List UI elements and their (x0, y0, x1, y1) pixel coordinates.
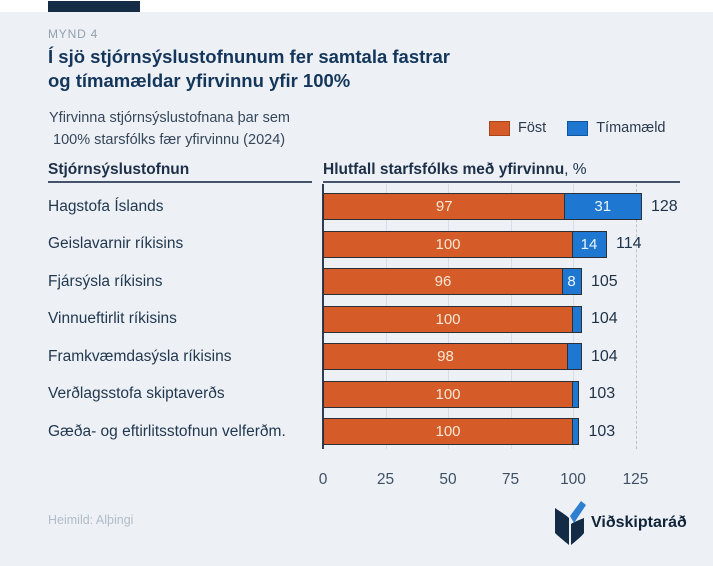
row-label: Gæða- og eftirlitsstofnun velferðm. (48, 422, 286, 440)
total-label: 105 (591, 272, 618, 290)
row-label: Framkvæmdasýsla ríkisins (48, 347, 232, 365)
chart-title-line2: og tímamældar yfirvinnu yfir 100% (48, 70, 351, 91)
x-axis-tick-label: 50 (439, 471, 457, 488)
bar-segment-timamaeld (572, 418, 580, 445)
total-label: 104 (591, 310, 618, 327)
row-label: Geislavarnir ríkisins (48, 235, 184, 252)
figure-label: MYND 4 (48, 27, 99, 41)
x-axis-tick-label: 25 (376, 471, 395, 488)
total-label: 103 (588, 385, 616, 402)
row-label: Fjársýsla ríkisins (48, 272, 163, 290)
column-header-share-suffix: , % (564, 161, 587, 178)
total-label: 128 (651, 197, 678, 215)
legend-label: Föst (518, 120, 547, 136)
bar-row (323, 418, 579, 445)
chart-subtitle-line1: Yfirvinna stjórnsýslustofnana þar sem (49, 110, 290, 126)
bar-segment-fost: 100 (323, 231, 573, 258)
row-label: Verðlagsstofa skiptaverðs (48, 385, 225, 402)
column-header-institution: Stjórnsýslustofnun (48, 161, 190, 178)
vidskiptarad-logo-icon (553, 500, 586, 546)
total-label: 114 (616, 235, 642, 252)
bar-segment-fost: 100 (323, 381, 573, 408)
bar-row (323, 268, 582, 295)
bar-segment-timamaeld (572, 306, 582, 333)
row-label: Hagstofa Íslands (48, 197, 164, 215)
column-header-share-bold: Hlutfall starfsfólks með yfirvinnu (323, 161, 565, 178)
source-note: Heimild: Alþingi (48, 513, 134, 527)
bar-row (323, 306, 582, 333)
bar-segment-fost: 97 (323, 193, 566, 220)
x-axis-tick-label: 75 (501, 471, 520, 488)
bar-segment-timamaeld (567, 343, 582, 370)
chart-subtitle-line2: 100% starsfólks fær yfirvinnu (2024) (53, 132, 286, 148)
brand-name: Viðskiptaráð (591, 514, 687, 531)
gridline-dashed (636, 184, 637, 449)
bar-segment-fost: 100 (323, 306, 573, 333)
bar-segment-timamaeld (572, 381, 580, 408)
row-label: Vinnueftirlit ríkisins (48, 310, 177, 327)
bar-segment-timamaeld: 31 (564, 193, 642, 220)
bar-segment-fost: 98 (323, 343, 568, 370)
bar-row (323, 381, 579, 408)
x-axis-tick-label: 100 (560, 471, 586, 488)
brand (553, 500, 687, 546)
bar-segment-fost: 96 (323, 268, 563, 295)
bar-segment-fost: 100 (323, 418, 573, 445)
bar-row (323, 193, 642, 220)
legend-label: Tímamæld (596, 120, 666, 136)
bar-row (323, 231, 607, 258)
total-label: 103 (588, 422, 616, 440)
x-axis-tick-label: 125 (622, 471, 649, 488)
x-axis-tick-label: 0 (318, 471, 328, 488)
bar-segment-timamaeld: 14 (572, 231, 607, 258)
bar-segment-timamaeld: 8 (562, 268, 582, 295)
total-label: 104 (591, 347, 618, 365)
chart-title-line1: Í sjö stjórnsýslustofnunum fer samtala fastrar (48, 46, 450, 67)
bar-row (323, 343, 582, 370)
